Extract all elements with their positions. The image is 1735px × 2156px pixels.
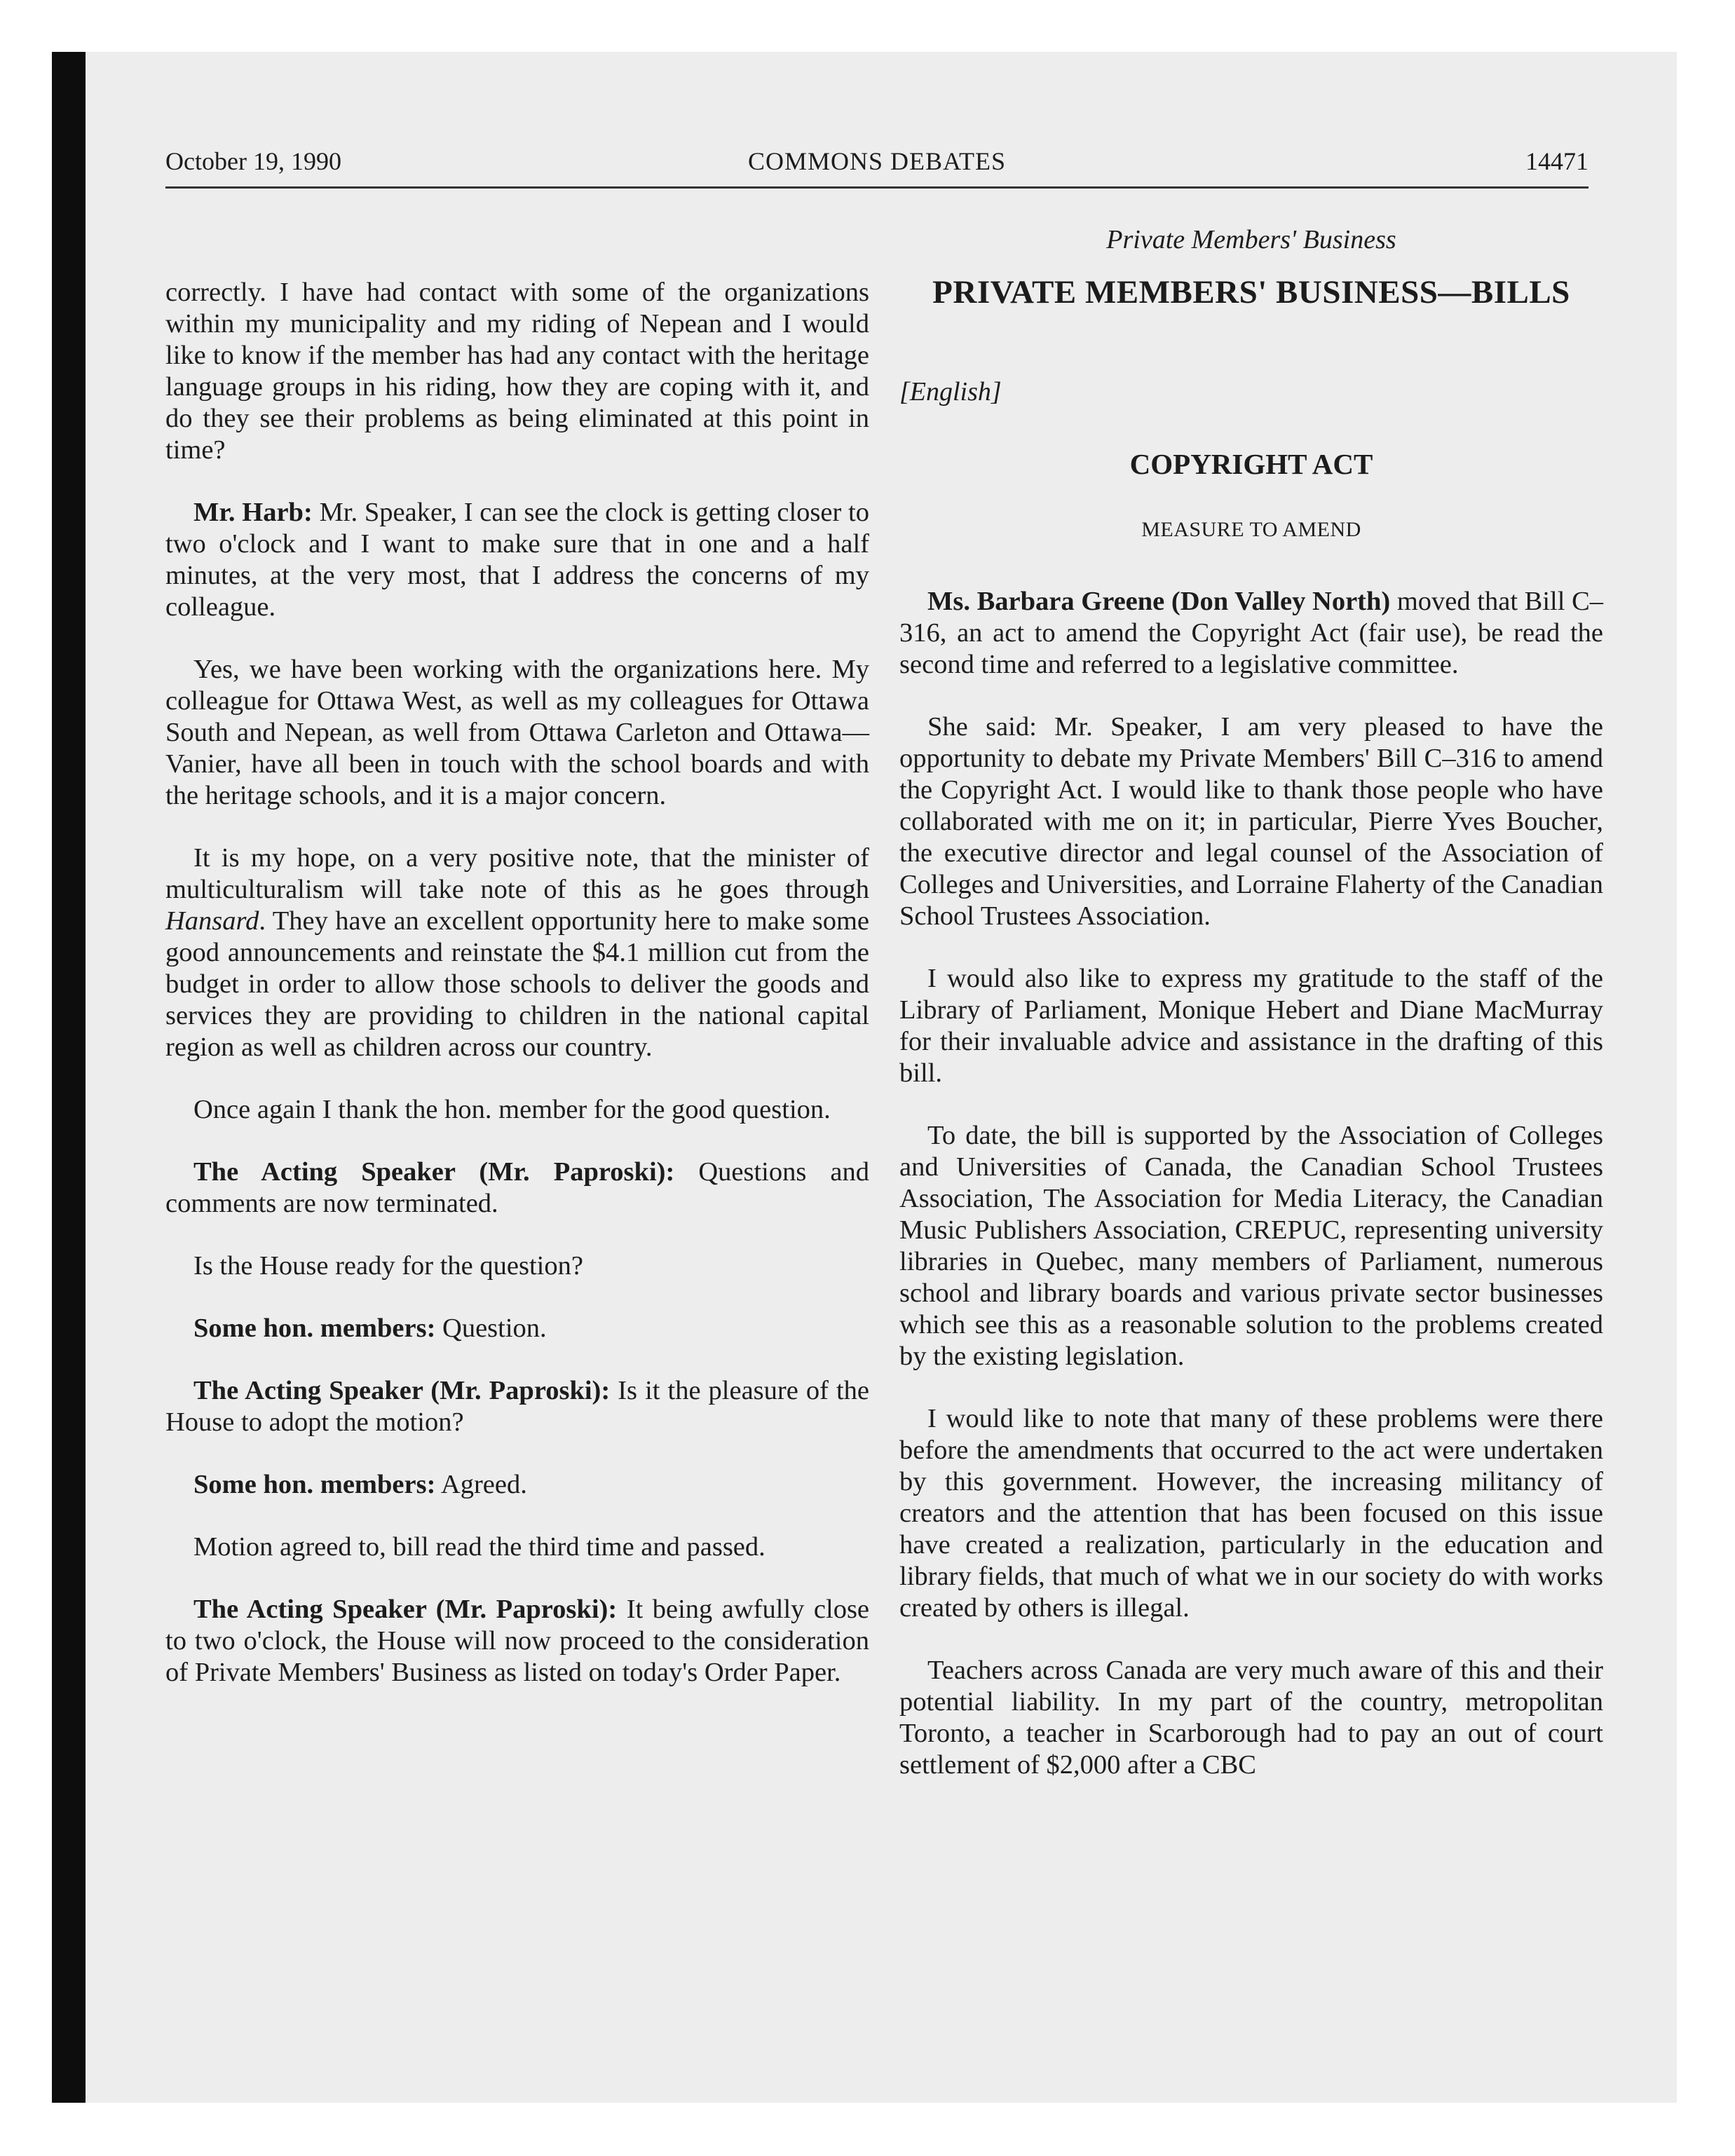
binding-shadow: [52, 52, 86, 2103]
language-tag: [English]: [899, 377, 1002, 407]
paragraph: Some hon. members: Question.: [193, 1314, 547, 1343]
page-header: [165, 144, 1588, 189]
paragraph: The Acting Speaker (Mr. Paproski): Questions and comments are now terminated.: [165, 1157, 870, 1218]
speaker-name: The Acting Speaker (Mr. Paproski):: [193, 1376, 611, 1405]
speaker-name: Some hon. members:: [193, 1314, 436, 1343]
paragraph: It is my hope, on a very positive note, that the minister of multiculturalism will take note of this as he goes through Hansard. They have an excellent opportunity here to make some good announcements and reinstate the $4.1 million cut from the budget in order to allow those schools to deliver the goods and services they are providing to children in the national capital region as well as children across our country.: [165, 843, 869, 1062]
header-title: COMMONS DEBATES: [747, 147, 1007, 175]
paragraph: correctly. I have had contact with some of the organizations within my municipality and my riding of Nepean and I would like to know if the member has had any contact with the heritage language groups in his riding, how they are coping with it, and do they see their problems as being eliminated at this point in time?: [165, 278, 869, 465]
section-title: PRIVATE MEMBERS' BUSINESS—BILLS: [932, 274, 1570, 311]
paragraph: Ms. Barbara Greene (Don Valley North) moved that Bill C–316, an act to amend the Copyright Act (fair use), be read the second time and referred to a legislative committee.: [899, 587, 1603, 679]
paragraph: Motion agreed to, bill read the third time and passed.: [193, 1532, 766, 1562]
paragraph: Is the House ready for the question?: [193, 1251, 583, 1281]
speaker-name: Some hon. members:: [193, 1470, 436, 1499]
paragraph: I would also like to express my gratitude to the staff of the Library of Parliament, Monique Hebert and Diane MacMurray for their invaluable advice and assistance in the drafting of this bill.: [899, 964, 1603, 1088]
paragraph: She said: Mr. Speaker, I am very pleased to have the opportunity to debate my Private Members' Bill C–316 to amend the Copyright Act. I would like to thank those people who have collaborated with me on it; in particular, Pierre Yves Boucher, the executive director and legal counsel of the Association of Colleges and Universities, and Lorraine Flaherty of the Canadian School Trustees Association.: [899, 712, 1603, 931]
speaker-name: The Acting Speaker (Mr. Paproski):: [193, 1157, 675, 1187]
paragraph: Some hon. members: Agreed.: [193, 1470, 527, 1499]
paragraph: Mr. Harb: Mr. Speaker, I can see the clock is getting closer to two o'clock and I want to make sure that in one and a half minutes, at the very most, that I address the concerns of my colleague.: [165, 498, 870, 622]
speaker-name: The Acting Speaker (Mr. Paproski):: [193, 1595, 618, 1624]
paragraph: Teachers across Canada are very much aware of this and their potential liability. In my part of the country, metropolitan Toronto, a teacher in Scarborough had to pay an out of court settlement of $2,000 after a CBC: [899, 1656, 1603, 1780]
paragraph: The Acting Speaker (Mr. Paproski): It being awfully close to two o'clock, the House will now proceed to the consideration of Private Members' Business as listed on today's Order Paper.: [165, 1595, 870, 1687]
paragraph: To date, the bill is supported by the Association of Colleges and Universities of Canada, the Canadian School Trustees Association, The Association for Media Literacy, the Canadian Music Publishers Association, CREPUC, representing university libraries in Quebec, many members of Parliament, numerous school and library boards and various private sector businesses which see this as a reasonable solution to the problems created by the existing legislation.: [899, 1121, 1603, 1371]
speaker-name: Mr. Harb:: [193, 498, 313, 527]
header-date: October 19, 1990: [165, 147, 341, 175]
running-head: Private Members' Business: [1106, 225, 1396, 254]
paragraph: Once again I thank the hon. member for the good question.: [193, 1095, 831, 1124]
measure-subtitle: MEASURE TO AMEND: [1141, 518, 1361, 541]
paragraph: I would like to note that many of these problems were there before the amendments that occurred to the act were undertaken by this government. However, the increasing militancy of creators and the attention that has been focused on this issue have created a realization, particularly in the education and library fields, that much of what we in our society do with works created by others is illegal.: [899, 1404, 1603, 1623]
paragraph: Yes, we have been working with the organizations here. My colleague for Ottawa West, as well as my colleagues for Ottawa South and Nepean, as well from Ottawa Carleton and Ottawa—Vanier, have all been in touch with the school boards and with the heritage schools, and it is a major concern.: [165, 655, 869, 810]
left-column: [165, 277, 869, 1719]
paragraph: The Acting Speaker (Mr. Paproski): Is it the pleasure of the House to adopt the motion?: [165, 1376, 869, 1437]
speaker-name: Ms. Barbara Greene (Don Valley North): [927, 587, 1391, 616]
header-page-number: 14471: [1525, 147, 1588, 175]
right-column: [899, 224, 1603, 1812]
bill-title: COPYRIGHT ACT: [1129, 448, 1373, 480]
hansard-italic: Hansard: [165, 906, 259, 936]
